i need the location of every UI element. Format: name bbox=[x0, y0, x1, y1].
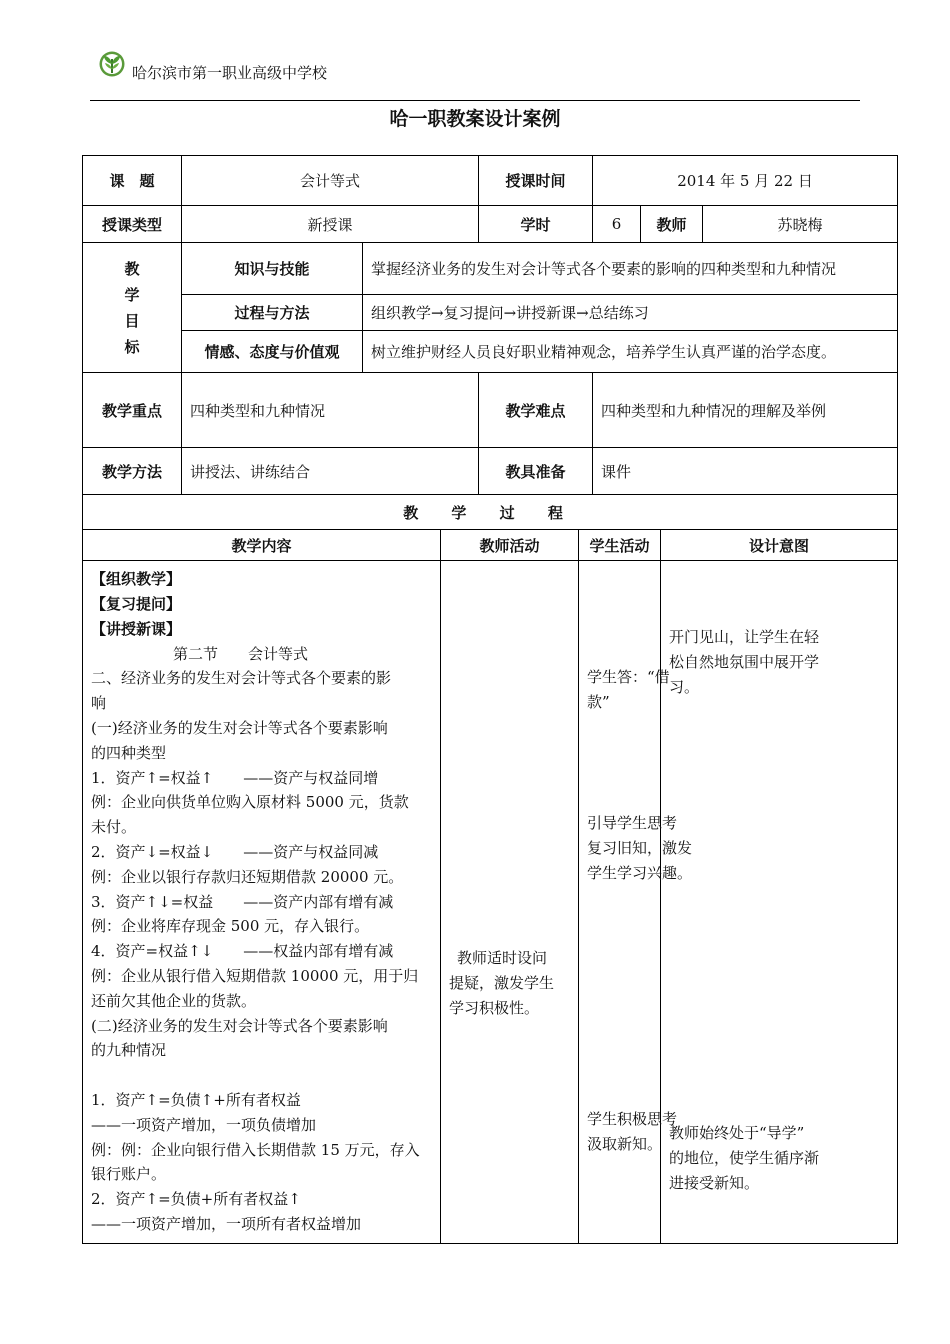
content-line: 【讲授新课】 bbox=[91, 619, 182, 638]
design-intent-line: 习。 bbox=[669, 678, 700, 696]
difficulty-value: 四种类型和九种情况的理解及举例 bbox=[593, 373, 898, 448]
content-line: 【组织教学】 bbox=[91, 570, 182, 589]
student-activity-line: 款” bbox=[587, 692, 610, 711]
process-header-row bbox=[83, 530, 898, 561]
method-row bbox=[83, 448, 898, 495]
goal-attitude-value: 树立维护财经人员良好职业精神观念，培养学生认真严谨的治学态度。 bbox=[363, 331, 898, 373]
goals-label-char: 标 bbox=[124, 337, 140, 356]
school-name: 哈尔滨市第一职业高级中学校 bbox=[132, 63, 328, 82]
teacher-activity-line: 提疑，激发学生 bbox=[449, 974, 555, 992]
column-header-teacher: 教师活动 bbox=[441, 530, 579, 561]
date-value: 2014 年 5 月 22 日 bbox=[593, 156, 898, 206]
teacher-activity bbox=[441, 561, 579, 1244]
spacer bbox=[669, 700, 889, 1121]
key-point-value: 四种类型和九种情况 bbox=[182, 373, 479, 448]
difficulty-label: 教学难点 bbox=[479, 373, 593, 448]
content-line: 响 bbox=[91, 694, 107, 713]
content-line: 3．资产↑↓=权益 ——资产内部有增有减 bbox=[91, 892, 394, 911]
school-logo-icon bbox=[98, 50, 126, 78]
content-line: 例：企业从银行借入短期借款 10000 元，用于归 bbox=[91, 966, 419, 985]
content-line: ——一项资产增加，一项所有者权益增加 bbox=[91, 1214, 362, 1233]
content-line: 例：企业以银行存款归还短期借款 20000 元。 bbox=[91, 867, 404, 886]
content-line: 的四种类型 bbox=[91, 743, 167, 762]
column-header-content: 教学内容 bbox=[83, 530, 441, 561]
student-activity-line: 复习旧知，激发 bbox=[587, 838, 693, 857]
section-heading: 第二节 会计等式 bbox=[173, 644, 309, 663]
student-activity-line: 学生答：“借 bbox=[587, 667, 670, 686]
spacer bbox=[587, 715, 652, 811]
design-intent-line: 松自然地氛围中展开学 bbox=[669, 653, 820, 671]
page-header bbox=[98, 48, 327, 80]
method-label: 教学方法 bbox=[83, 448, 182, 495]
process-title: 教 学 过 程 bbox=[83, 495, 898, 530]
column-header-design: 设计意图 bbox=[661, 530, 898, 561]
tools-label: 教具准备 bbox=[479, 448, 593, 495]
topic-value: 会计等式 bbox=[182, 156, 479, 206]
goal-row-3 bbox=[83, 331, 898, 373]
document-title: 哈一职教案设计案例 bbox=[389, 108, 561, 130]
content-line: (一)经济业务的发生对会计等式各个要素影响 bbox=[91, 719, 388, 738]
design-intent-line: 教师始终处于“导学” bbox=[669, 1124, 805, 1142]
lesson-plan-table bbox=[82, 155, 898, 1244]
student-activity bbox=[579, 561, 693, 1244]
goal-row-1 bbox=[83, 243, 898, 295]
content-line: 【复习提问】 bbox=[91, 595, 182, 614]
type-value: 新授课 bbox=[182, 206, 479, 243]
teacher-activity-line: 教师适时设问 bbox=[457, 949, 548, 967]
topic-label: 课 题 bbox=[83, 156, 182, 206]
goals-label-char: 学 bbox=[124, 285, 140, 304]
goal-process-value: 组织教学→复习提问→讲授新课→总结练习 bbox=[363, 295, 898, 331]
content-line: 例：企业将库存现金 500 元，存入银行。 bbox=[91, 917, 370, 936]
content-line: ——一项资产增加，一项负债增加 bbox=[91, 1115, 317, 1134]
spacer bbox=[587, 648, 652, 665]
design-intent-line: 开门见山，让学生在轻 bbox=[669, 628, 820, 646]
goal-attitude-label: 情感、态度与价值观 bbox=[182, 331, 363, 373]
content-line: 未付。 bbox=[91, 818, 137, 837]
content-line: (二)经济业务的发生对会计等式各个要素影响 bbox=[91, 1016, 388, 1035]
content-line: 例：例：企业向银行借入长期借款 15 万元，存入 bbox=[91, 1140, 420, 1159]
header-divider bbox=[90, 100, 860, 101]
design-intent bbox=[661, 561, 898, 1244]
teacher-activity-line: 学习积极性。 bbox=[449, 999, 540, 1017]
key-point-label: 教学重点 bbox=[83, 373, 182, 448]
student-activity-line: 汲取新知。 bbox=[587, 1134, 663, 1153]
spacer bbox=[587, 886, 652, 1107]
design-intent-line: 的地位，使学生循序渐 bbox=[669, 1149, 820, 1167]
date-label: 授课时间 bbox=[479, 156, 593, 206]
teacher-value: 苏晓梅 bbox=[703, 206, 898, 243]
content-line: 2．资产↓=权益↓ ——资产与权益同减 bbox=[91, 843, 379, 861]
info-row-1 bbox=[83, 156, 898, 206]
content-line: 的九种情况 bbox=[91, 1041, 167, 1060]
goal-knowledge-value: 掌握经济业务的发生对会计等式各个要素的影响的四种类型和九种情况 bbox=[363, 243, 898, 295]
student-activity-line: 引导学生思考 bbox=[587, 813, 678, 832]
method-value: 讲授法、讲练结合 bbox=[182, 448, 479, 495]
process-body-row bbox=[83, 561, 898, 1244]
goals-label-char: 教 bbox=[124, 259, 140, 278]
hours-label: 学时 bbox=[479, 206, 593, 243]
tools-value: 课件 bbox=[593, 448, 898, 495]
goal-row-2 bbox=[83, 295, 898, 331]
hours-value: 6 bbox=[593, 206, 641, 243]
goals-label bbox=[83, 243, 182, 373]
content-line: 1．资产↑=权益↑ ——资产与权益同增 bbox=[91, 768, 379, 787]
content-line: 二、经济业务的发生对会计等式各个要素的影 bbox=[91, 669, 392, 688]
content-line: 4．资产=权益↑↓ ——权益内部有增有减 bbox=[91, 942, 394, 961]
spacer bbox=[669, 608, 889, 625]
column-header-student: 学生活动 bbox=[579, 530, 661, 561]
type-label: 授课类型 bbox=[83, 206, 182, 243]
teaching-content bbox=[83, 561, 441, 1244]
content-line: 例：企业向供货单位购入原材料 5000 元，货款 bbox=[91, 793, 409, 812]
student-activity-line: 学生学习兴趣。 bbox=[587, 863, 693, 882]
goals-label-char: 目 bbox=[124, 311, 140, 330]
student-activity-line: 学生积极思考 bbox=[587, 1109, 678, 1128]
goal-process-label: 过程与方法 bbox=[182, 295, 363, 331]
spacer bbox=[449, 783, 570, 946]
process-title-row bbox=[83, 495, 898, 530]
content-line: 1．资产↑=负债↑+所有者权益 bbox=[91, 1090, 301, 1109]
content-line: 银行账户。 bbox=[91, 1165, 167, 1184]
design-intent-line: 进接受新知。 bbox=[669, 1174, 760, 1192]
content-line: 2．资产↑=负债+所有者权益↑ bbox=[91, 1190, 301, 1209]
blank-line bbox=[91, 1063, 432, 1088]
goal-knowledge-label: 知识与技能 bbox=[182, 243, 363, 295]
focus-row bbox=[83, 373, 898, 448]
teacher-label: 教师 bbox=[641, 206, 703, 243]
info-row-2 bbox=[83, 206, 898, 243]
content-line: 还前欠其他企业的货款。 bbox=[91, 991, 257, 1010]
